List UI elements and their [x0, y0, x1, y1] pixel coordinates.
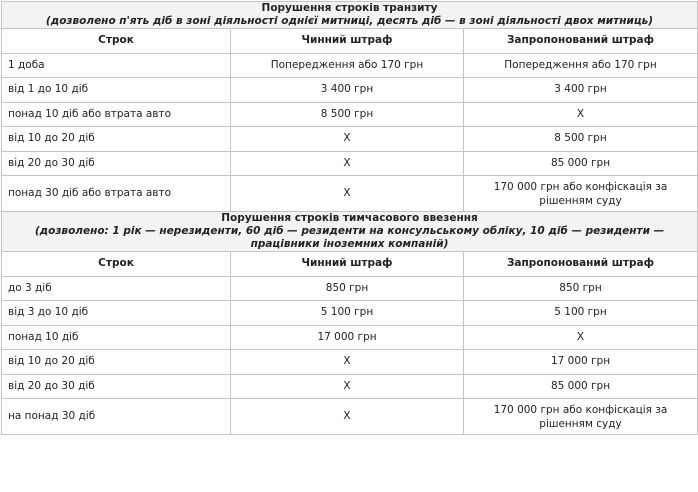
section-title: Порушення строків тимчасового ввезення [221, 212, 478, 224]
term-cell: понад 30 діб або втрата авто [2, 176, 231, 212]
proposed-fine-cell: 17 000 грн [464, 350, 698, 375]
current-fine-cell: 850 грн [231, 276, 464, 301]
column-header-proposed-fine: Запропонований штраф [464, 252, 698, 277]
current-fine-cell: 5 100 грн [231, 301, 464, 326]
term-cell: до 3 діб [2, 276, 231, 301]
proposed-fine-cell: Попередження або 170 грн [464, 53, 698, 78]
current-fine-cell: Попередження або 170 грн [231, 53, 464, 78]
term-cell: від 10 до 20 діб [2, 350, 231, 375]
proposed-fine-cell: 170 000 грн або конфіскація за рішенням суду [464, 176, 698, 212]
term-cell: від 20 до 30 діб [2, 374, 231, 399]
table-row [2, 127, 698, 152]
current-fine-cell: 8 500 грн [231, 102, 464, 127]
section-subtitle: (дозволено п'ять діб в зоні діяльності однієї митниці, десять діб — в зоні діяльності двох митниць) [45, 15, 654, 27]
table-row [2, 301, 698, 326]
table-row [2, 374, 698, 399]
proposed-fine-cell: 8 500 грн [464, 127, 698, 152]
column-header-current-fine: Чинний штраф [231, 29, 464, 54]
current-fine-cell: 17 000 грн [231, 325, 464, 350]
table-row [2, 78, 698, 103]
section-subtitle: (дозволено: 1 рік — нерезиденти, 60 діб — резиденти на консульському обліку, 10 діб — резиденти — працівники іноземних компаній) [34, 225, 665, 250]
table-row [2, 399, 698, 435]
current-fine-cell: Х [231, 399, 464, 435]
term-cell: від 1 до 10 діб [2, 78, 231, 103]
proposed-fine-cell: 3 400 грн [464, 78, 698, 103]
term-cell: понад 10 діб або втрата авто [2, 102, 231, 127]
section-header-cell [2, 2, 698, 29]
proposed-fine-cell: 5 100 грн [464, 301, 698, 326]
column-header-current-fine: Чинний штраф [231, 252, 464, 277]
section-header-temporary-import [2, 212, 698, 252]
section-title: Порушення строків транзиту [261, 2, 438, 14]
term-cell: 1 доба [2, 53, 231, 78]
current-fine-cell: 3 400 грн [231, 78, 464, 103]
term-cell: від 20 до 30 діб [2, 151, 231, 176]
section-header-cell [2, 212, 698, 252]
current-fine-cell: Х [231, 127, 464, 152]
column-header-row [2, 29, 698, 54]
table-row [2, 325, 698, 350]
section-header-transit [2, 2, 698, 29]
table-row [2, 151, 698, 176]
column-header-term: Строк [2, 29, 231, 54]
term-cell: від 3 до 10 діб [2, 301, 231, 326]
term-cell: понад 10 діб [2, 325, 231, 350]
table-row [2, 102, 698, 127]
current-fine-cell: Х [231, 176, 464, 212]
current-fine-cell: Х [231, 374, 464, 399]
proposed-fine-cell: Х [464, 325, 698, 350]
column-header-row [2, 252, 698, 277]
table-row [2, 53, 698, 78]
column-header-proposed-fine: Запропонований штраф [464, 29, 698, 54]
current-fine-cell: Х [231, 151, 464, 176]
proposed-fine-cell: 850 грн [464, 276, 698, 301]
proposed-fine-cell: 85 000 грн [464, 151, 698, 176]
table-row [2, 350, 698, 375]
term-cell: від 10 до 20 діб [2, 127, 231, 152]
term-cell: на понад 30 діб [2, 399, 231, 435]
proposed-fine-cell: 170 000 грн або конфіскація за рішенням суду [464, 399, 698, 435]
proposed-fine-cell: 85 000 грн [464, 374, 698, 399]
table-row [2, 276, 698, 301]
fines-table [1, 1, 698, 435]
proposed-fine-cell: Х [464, 102, 698, 127]
table-row [2, 176, 698, 212]
current-fine-cell: Х [231, 350, 464, 375]
column-header-term: Строк [2, 252, 231, 277]
